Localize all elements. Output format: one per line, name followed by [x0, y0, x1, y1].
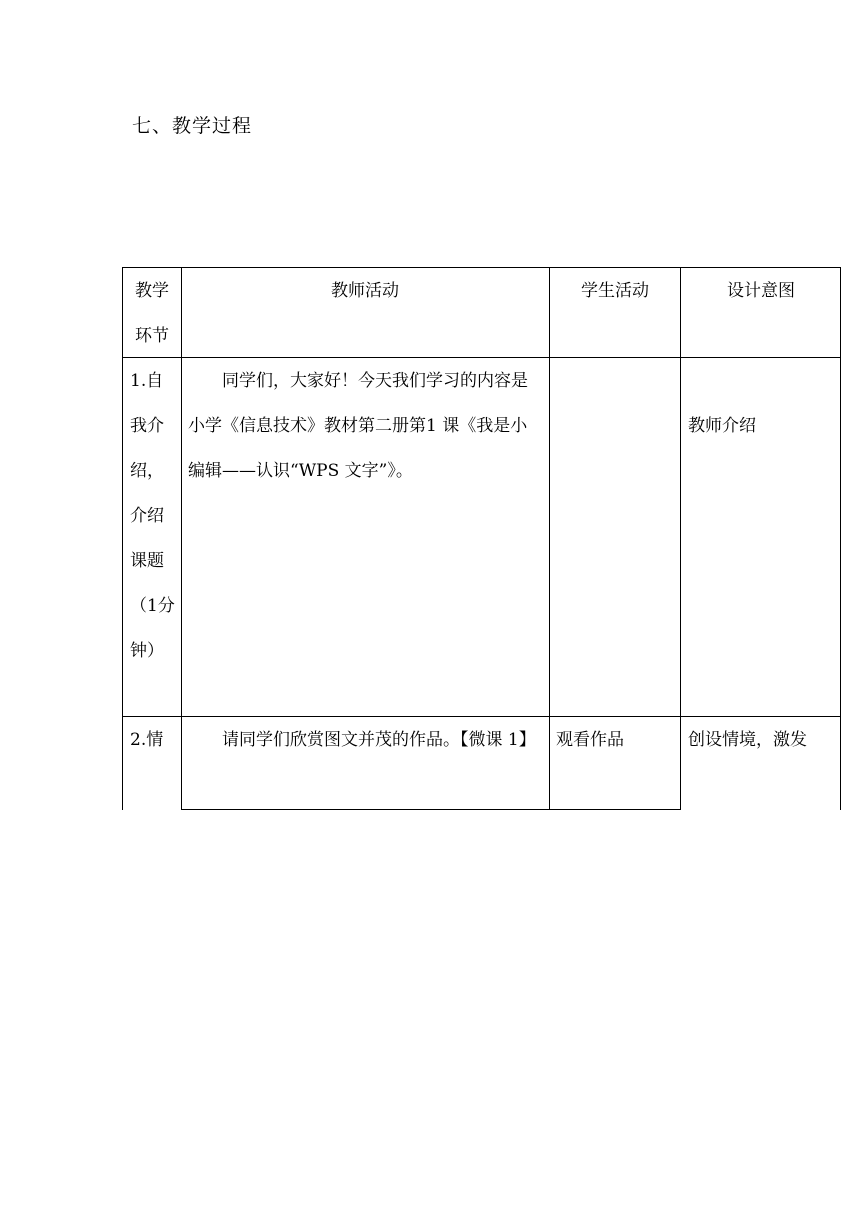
table-border-left — [122, 267, 123, 810]
row1-design-intent: 教师介绍 — [688, 416, 756, 436]
header-teacher-activity: 教师活动 — [331, 281, 399, 301]
row2-stage: 2.情 — [130, 730, 164, 750]
section-heading: 七、教学过程 — [132, 115, 253, 137]
header-student-activity: 学生活动 — [581, 281, 649, 301]
row2-teacher-activity: 请同学们欣赏图文并茂的作品。【微课 1】 — [222, 730, 536, 750]
row2-student-activity: 观看作品 — [556, 730, 624, 750]
table-rule-row1 — [122, 716, 841, 717]
row1-stage: 1.自我介绍，介绍课题（1分钟） — [130, 371, 175, 661]
table-border-top — [122, 267, 841, 268]
table-col-rule-1 — [181, 267, 182, 810]
table-rule-header — [122, 357, 841, 358]
row1-teacher-activity: 同学们，大家好！今天我们学习的内容是小学《信息技术》教材第二册第1 课《我是小编辑——认识“WPS 文字”》。 — [188, 371, 528, 481]
header-design-intent: 设计意图 — [727, 281, 795, 301]
row2-design-intent: 创设情境，激发 — [688, 730, 807, 750]
row1-student-activity — [556, 359, 676, 716]
table-col-rule-3 — [680, 267, 681, 810]
header-stage: 教学环节 — [135, 281, 169, 346]
table-rule-row2-partial — [181, 809, 680, 810]
table-col-rule-2 — [549, 267, 550, 810]
table-border-right — [840, 267, 841, 810]
